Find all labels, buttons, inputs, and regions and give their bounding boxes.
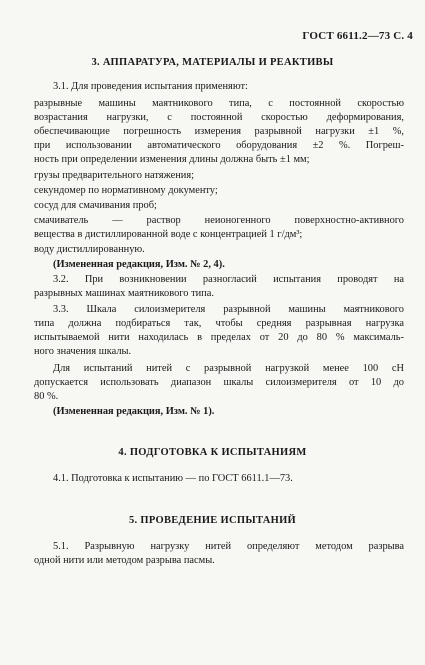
paragraph-line: Для испытаний нитей с разрывной нагрузкой менее 100 сН <box>53 363 404 374</box>
paragraph-5-1-line: 5.1. Разрывную нагрузку нитей определяют методом разрыва <box>53 541 404 552</box>
list-item: смачиватель — раствор неионогенного поверхностно-активного <box>34 215 404 226</box>
paragraph-line: обеспечивающие погрешность измерения разрывной нагрузки ±1 %, <box>34 126 404 137</box>
amendment-note: (Измененная редакция, Изм. № 1). <box>53 406 215 417</box>
list-item: грузы предварительного натяжения; <box>34 170 195 181</box>
paragraph-line: одной нити или методом разрыва пасмы. <box>34 555 215 566</box>
paragraph-line: испытываемой нити находилась в пределах от 20 до 80 % максималь- <box>34 332 404 343</box>
paragraph-4-1-line: 4.1. Подготовка к испытанию — по ГОСТ 6611.1—73. <box>53 473 293 484</box>
paragraph-line: возрастания нагрузки, с постоянной скоростью деформирования, <box>34 112 404 123</box>
paragraph-3-2-line: 3.2. При возникновении разногласий испытания проводят на <box>53 274 404 285</box>
paragraph-line: допускается использовать диапазон шкалы силоизмерителя от 10 до <box>34 377 404 388</box>
paragraph-line: вещества в дистиллированной воде с концентрацией 1 г/дм³; <box>34 229 303 240</box>
paragraph-3-1-line: 3.1. Для проведения испытания применяют: <box>53 81 248 92</box>
list-item: воду дистиллированную. <box>34 244 145 255</box>
paragraph-line: ного значения шкалы. <box>34 346 132 357</box>
paragraph-line: ность при определении изменения длины должна быть ±1 мм; <box>34 154 310 165</box>
paragraph-3-3-line: 3.3. Шкала силоизмерителя разрывной машины маятникового <box>53 304 404 315</box>
page-header: ГОСТ 6611.2—73 С. 4 <box>302 30 413 42</box>
list-item: секундомер по нормативному документу; <box>34 185 218 196</box>
section-5-title: 5. ПРОВЕДЕНИЕ ИСПЫТАНИЙ <box>128 515 297 526</box>
paragraph-line: разрывные машины маятникового типа, с постоянной скоростью <box>34 98 404 109</box>
section-3-title: 3. АППАРАТУРА, МАТЕРИАЛЫ И РЕАКТИВЫ <box>91 57 334 68</box>
section-4-title: 4. ПОДГОТОВКА К ИСПЫТАНИЯМ <box>118 447 307 458</box>
paragraph-line: типа должна подбираться так, чтобы средняя разрывная нагрузка <box>34 318 404 329</box>
list-item: сосуд для смачивания проб; <box>34 200 157 211</box>
paragraph-line: разрывных машинах маятникового типа. <box>34 288 214 299</box>
paragraph-line: 80 %. <box>34 391 59 402</box>
amendment-note: (Измененная редакция, Изм. № 2, 4). <box>53 259 225 270</box>
paragraph-line: при использовании автоматического оборудования ±2 %. Погреш- <box>34 140 404 151</box>
